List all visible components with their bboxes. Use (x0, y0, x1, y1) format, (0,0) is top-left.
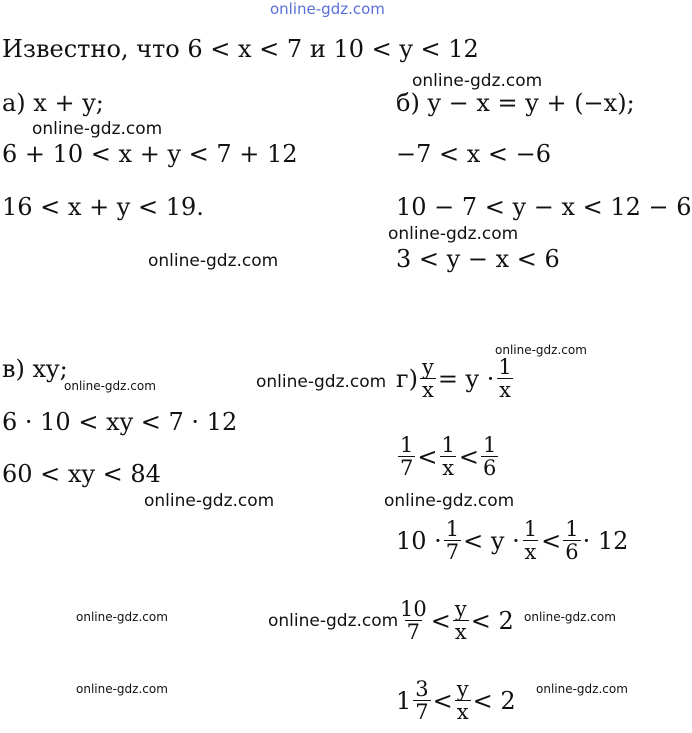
watermark: online-gdz.com (144, 491, 275, 511)
watermark: online-gdz.com (256, 372, 387, 392)
part-a-label: а) x + y; (2, 89, 104, 117)
part-v-line-2: 60 < xy < 84 (2, 460, 161, 488)
fraction-numerator: y (421, 355, 434, 379)
fraction-denominator: 7 (445, 540, 460, 565)
fraction-denominator: x (524, 540, 537, 565)
watermark: online-gdz.com (268, 611, 399, 631)
watermark: online-gdz.com (524, 610, 616, 624)
fraction-denominator: x (454, 620, 467, 645)
fraction-numerator: 1 (523, 517, 538, 541)
watermark: online-gdz.com (32, 119, 163, 139)
part-g-label: г) (396, 364, 418, 393)
fraction-numerator: y (456, 677, 469, 701)
fraction-denominator: x (442, 456, 455, 481)
fraction-numerator: 3 (415, 677, 429, 701)
fraction-numerator: 1 (565, 517, 579, 541)
watermark: online-gdz.com (388, 224, 519, 244)
part-a-line-1: 6 + 10 < x + y < 7 + 12 (2, 140, 298, 168)
line-middle: < y · (463, 526, 520, 555)
fraction-denominator: 7 (406, 620, 421, 645)
fraction-numerator: 1 (441, 433, 455, 457)
mixed-number-whole: 1 (396, 686, 412, 715)
watermark: online-gdz.com (76, 682, 168, 696)
fraction-denominator: x (421, 378, 434, 403)
watermark: online-gdz.com (412, 71, 543, 91)
fraction-numerator: 1 (498, 355, 512, 379)
fraction-denominator: 7 (400, 456, 414, 481)
fraction-numerator: 1 (400, 433, 414, 457)
watermark-top: online-gdz.com (270, 0, 385, 18)
less-than: < (417, 442, 438, 471)
fraction-denominator: 6 (482, 456, 497, 481)
equation-middle: = y · (437, 364, 495, 393)
less-than: < (541, 526, 562, 555)
fraction-denominator: 7 (415, 700, 429, 725)
part-g-line-4 (396, 678, 516, 723)
problem-statement: Известно, что 6 < x < 7 и 10 < y < 12 (2, 35, 479, 63)
fraction-numerator: y (454, 597, 467, 621)
line-suffix: < 2 (470, 606, 514, 635)
fraction-denominator: x (456, 700, 469, 725)
part-v-label: в) xy; (2, 355, 68, 383)
watermark: online-gdz.com (495, 343, 587, 357)
less-than: < (432, 686, 453, 715)
watermark: online-gdz.com (76, 610, 168, 624)
line-suffix: < 2 (472, 686, 516, 715)
part-b-line-2: 10 − 7 < y − x < 12 − 6 (396, 193, 692, 221)
fraction-denominator: 6 (565, 540, 579, 565)
less-than: < (430, 606, 451, 635)
part-a-line-2: 16 < x + y < 19. (2, 193, 204, 221)
part-g-equation (396, 356, 516, 401)
watermark: online-gdz.com (536, 682, 628, 696)
part-b-label: б) y − x = y + (−x); (396, 89, 635, 117)
watermark: online-gdz.com (64, 379, 156, 393)
watermark: online-gdz.com (148, 251, 279, 271)
part-b-line-3: 3 < y − x < 6 (396, 245, 560, 273)
part-b-line-1: −7 < x < −6 (396, 140, 552, 168)
line-suffix: · 12 (582, 526, 629, 555)
line-prefix: 10 · (396, 526, 442, 555)
watermark: online-gdz.com (384, 491, 515, 511)
part-g-line-2 (396, 518, 628, 563)
less-than: < (458, 442, 479, 471)
part-g-line-3 (396, 598, 514, 643)
part-g-line-1 (396, 434, 500, 479)
fraction-numerator: 1 (482, 433, 497, 457)
fraction-numerator: 1 (445, 517, 460, 541)
part-v-line-1: 6 · 10 < xy < 7 · 12 (2, 408, 238, 436)
fraction-denominator: x (499, 378, 511, 403)
fraction-numerator: 10 (400, 597, 427, 621)
